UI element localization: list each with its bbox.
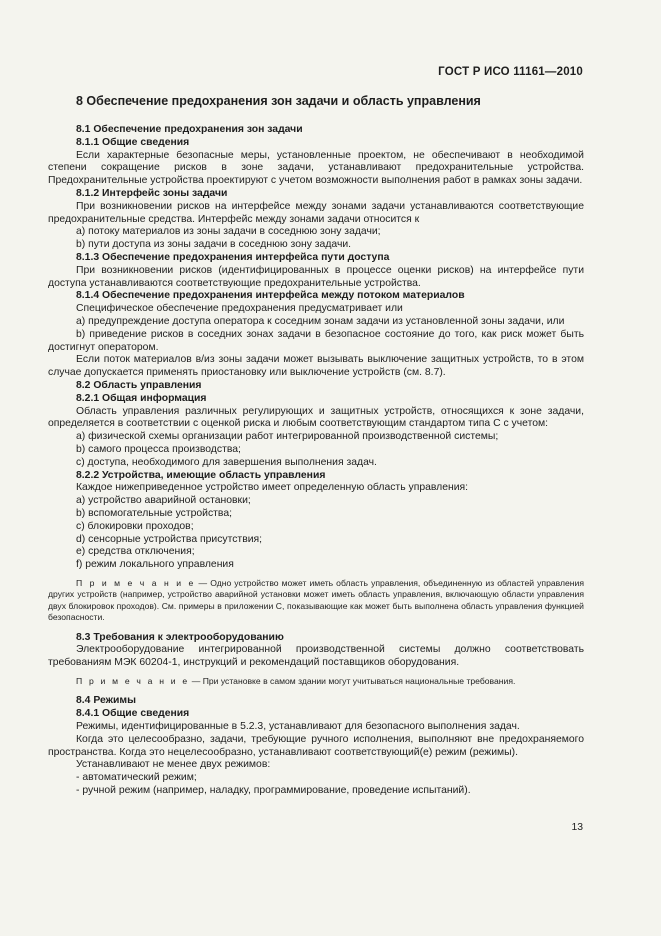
note-label: П р и м е ч а н и е <box>76 577 196 588</box>
paragraph: Если поток материалов в/из зоны задачи может вызывать выключение защитных устройств, то в этом случае допускается применять приостановку или выключение устройств (см. 8.7). <box>48 354 584 379</box>
paragraph: При возникновении рисков (идентифицированных в процессе оценки рисков) на интерфейсе пути доступа устанавливаются соответствующие предохранительные устройства. <box>48 264 584 289</box>
subsection-heading: 8.2 Область управления <box>76 379 202 391</box>
document-code: ГОСТ Р ИСО 11161—2010 <box>438 66 583 78</box>
list-item: - ручной режим (например, наладку, программирование, проведение испытаний). <box>76 784 471 796</box>
paragraph: Если характерные безопасные меры, установленные проектом, не обеспечивают в необходимой степени сокращение рисков в зоне задачи, устанавливают предохранительные устройства. Предохранительные устройства проектируют с учетом возможности выполнения работ в рамках зоны задачи. <box>48 149 584 187</box>
subsection-heading: 8.2.2 Устройства, имеющие область управления <box>76 469 326 481</box>
paragraph: Когда это целесообразно, задачи, требующие ручного исполнения, выполняют вне предохраняемого пространства. Когда это нецелесообразно, устанавливают соответствующий(е) режим (режимы). <box>48 733 584 758</box>
list-item: d) сенсорные устройства присутствия; <box>76 533 263 545</box>
list-item: b) вспомогательные устройства; <box>76 507 233 519</box>
paragraph: Специфическое обеспечение предохранения предусматривает или <box>76 303 403 315</box>
document-body <box>48 124 584 798</box>
list-item: c) доступа, необходимого для завершения выполнения задач. <box>76 456 377 468</box>
paragraph: Каждое нижеприведенное устройство имеет определенную область управления: <box>76 482 469 494</box>
paragraph: Режимы, идентифицированные в 5.2.3, устанавливают для безопасного выполнения задач. <box>76 720 520 732</box>
list-item: e) средства отключения; <box>76 546 195 558</box>
page-number: 13 <box>571 822 583 833</box>
paragraph: Электрооборудование интегрированной производственной системы должно соответствовать требованиям МЭК 60204-1, инструкций и рекомендаций поставщиков оборудования. <box>48 644 584 669</box>
note-label: П р и м е ч а н и е <box>76 675 190 686</box>
subsection-heading: 8.1.1 Общие сведения <box>76 136 190 148</box>
list-item: a) физической схемы организации работ интегрированной производственной системы; <box>76 431 499 443</box>
list-item: f) режим локального управления <box>76 559 234 571</box>
list-item: b) самого процесса производства; <box>76 443 241 455</box>
subsection-heading: 8.2.1 Общая информация <box>76 392 207 404</box>
note <box>48 578 584 624</box>
note-text: — При установке в самом здании могут учитываться национальные требования. <box>189 675 516 686</box>
subsection-heading: 8.1.2 Интерфейс зоны задачи <box>76 187 228 199</box>
subsection-heading: 8.4.1 Общие сведения <box>76 708 190 720</box>
paragraph: a) предупреждение доступа оператора к соседним зонам задачи из установленной зоны задачи, или <box>76 315 565 327</box>
list-item: a) устройство аварийной остановки; <box>76 495 251 507</box>
subsection-heading: 8.4 Режимы <box>76 695 136 707</box>
section-title: 8 Обеспечение предохранения зон задачи и область управления <box>76 94 481 108</box>
paragraph: При возникновении рисков на интерфейсе между зонами задачи устанавливаются соответствующие предохранительные средства. Интерфейс между зонами задачи относится к <box>48 200 584 225</box>
list-item: - автоматический режим; <box>76 772 197 784</box>
list-item: c) блокировки проходов; <box>76 520 194 532</box>
subsection-heading: 8.1 Обеспечение предохранения зон задачи <box>76 124 303 135</box>
subsection-heading: 8.1.4 Обеспечение предохранения интерфейса между потоком материалов <box>76 290 465 302</box>
paragraph: Устанавливают не менее двух режимов: <box>76 759 271 771</box>
note-text: — Одно устройство может иметь область управления, объединенную из областей управления других устройств (например, устройство аварийной установки может иметь область управления, включающую области управления двух блокировок проходов). См. примеры в приложении С, показывающие как может быть выполнена область управления функцией безопасности. <box>48 577 584 623</box>
note <box>48 676 584 687</box>
subsection-heading: 8.3 Требования к электрооборудованию <box>76 631 284 643</box>
list-item: b) пути доступа из зоны задачи в соседнюю зону задачи. <box>76 239 352 251</box>
list-item: a) потоку материалов из зоны задачи в соседнюю зону задачи; <box>76 226 381 238</box>
subsection-heading: 8.1.3 Обеспечение предохранения интерфейса пути доступа <box>76 251 390 263</box>
paragraph: b) приведение рисков в соседних зонах задачи в безопасное состояние до того, как риск может быть достигнут оператором. <box>48 328 584 353</box>
paragraph: Область управления различных регулирующих и защитных устройств, относящихся к зоне задачи, определяется в соответствии с оценкой риска и любым соответствующим стандартом типа С с учетом: <box>48 405 584 430</box>
